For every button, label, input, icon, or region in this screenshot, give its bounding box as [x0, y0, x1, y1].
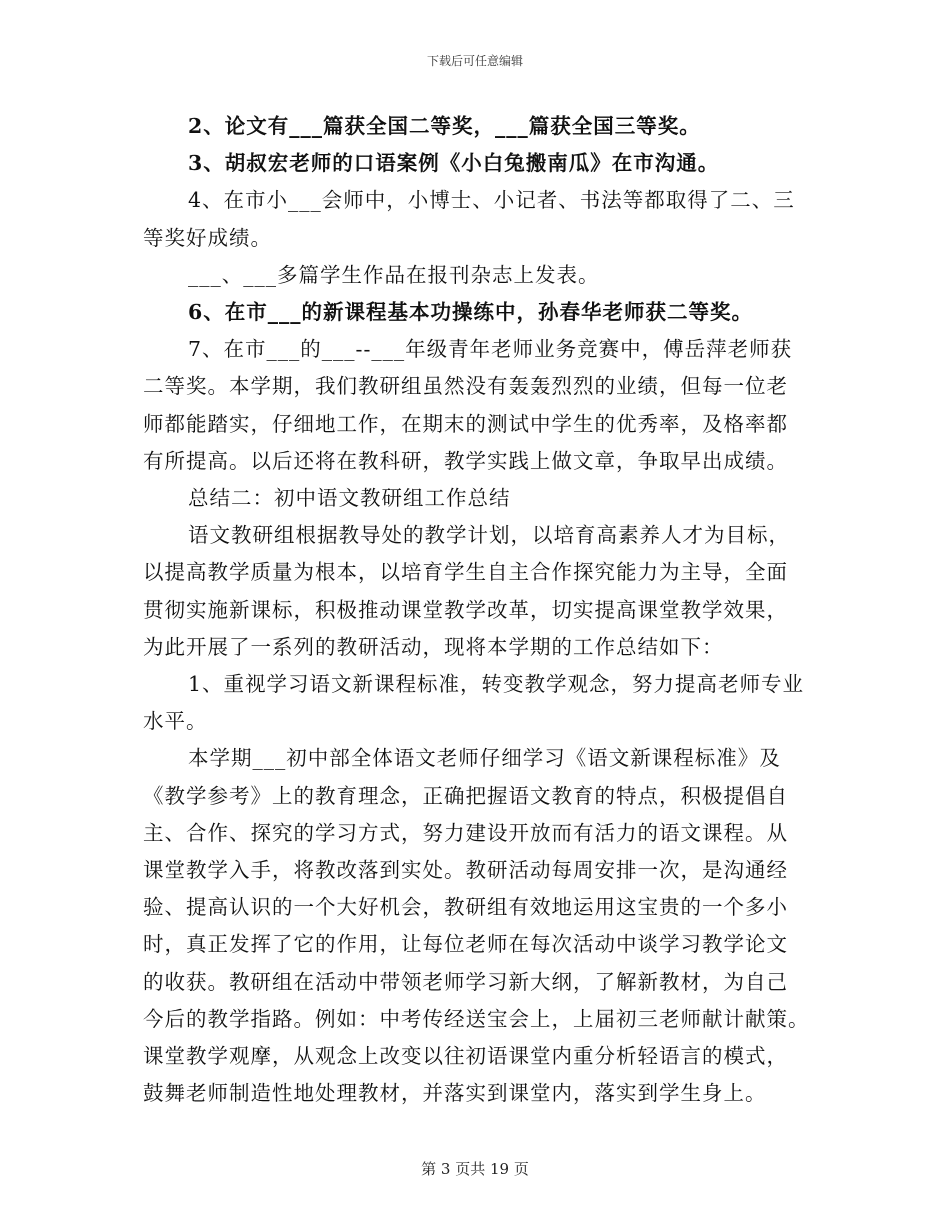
text-line: ___、___多篇学生作品在报刊杂志上发表。 — [188, 262, 600, 287]
text-line: 6、在市___的新课程基本功操练中，孙春华老师获二等奖。 — [188, 300, 754, 325]
text-line: 师都能踏实，仔细地工作，在期末的测试中学生的优秀率，及格率都 — [143, 411, 788, 436]
paragraph-student-works — [143, 257, 808, 294]
text-line: 等奖好成绩。 — [143, 225, 272, 250]
text-line: 主、合作、探究的学习方式，努力建设开放而有活力的语文课程。从 — [143, 820, 788, 845]
page-header: 下载后可任意编辑 — [426, 54, 523, 68]
text-line: 7、在市___的___--___年级青年老师业务竞赛中，傅岳萍老师获 — [188, 337, 793, 362]
text-line: 的收获。教研组在活动中带领老师学习新大纲，了解新教材，为自己 — [143, 969, 788, 994]
text-line: 以提高教学质量为根本，以培育学生自主合作探究能力为主导，全面 — [143, 560, 788, 585]
paragraph-young-teacher-contest — [143, 331, 808, 480]
paragraph-oral-case — [143, 145, 808, 182]
paragraph-point-one — [143, 666, 808, 740]
text-line: 本学期___初中部全体语文老师仔细学习《语文新课程标准》及 — [188, 746, 781, 771]
paragraph-basic-skills — [143, 294, 808, 331]
text-line: 有所提高。以后还将在教科研，教学实践上做文章，争取早出成绩。 — [143, 448, 788, 473]
document-body — [143, 108, 808, 1112]
text-line: 3、胡叔宏老师的口语案例《小白兔搬南瓜》在市沟通。 — [188, 151, 720, 176]
text-line: 语文教研组根据教导处的教学计划，以培育高素养人才为目标， — [188, 523, 790, 548]
text-line: 总结二：初中语文教研组工作总结 — [188, 486, 511, 511]
text-line: 4、在市小___会师中，小博士、小记者、书法等都取得了二、三 — [188, 188, 795, 213]
text-line: 水平。 — [143, 709, 208, 734]
text-line: 课堂教学入手，将教改落到实处。教研活动每周安排一次，是沟通经 — [143, 858, 788, 883]
paragraph-semester-study — [143, 740, 808, 1112]
page-footer: 第 3 页共 19 页 — [421, 1160, 529, 1178]
text-line: 时，真正发挥了它的作用，让每位老师在每次活动中谈学习教学论文 — [143, 932, 788, 957]
section-heading-summary-two — [143, 480, 808, 517]
text-line: 验、提高认识的一个大好机会，教研组有效地运用这宝贵的一个多小 — [143, 895, 788, 920]
text-line: 二等奖。本学期，我们教研组虽然没有轰轰烈烈的业绩，但每一位老 — [143, 374, 788, 399]
text-line: 《教学参考》上的教育理念，正确把握语文教育的特点，积极提倡自 — [143, 783, 788, 808]
text-line: 今后的教学指路。例如：中考传经送宝会上，上届初三老师献计献策。 — [143, 1006, 810, 1031]
text-line: 为此开展了一系列的教研活动，现将本学期的工作总结如下： — [143, 634, 724, 659]
paragraph-intro — [143, 517, 808, 666]
text-line: 贯彻实施新课标，积极推动课堂教学改革，切实提高课堂教学效果， — [143, 597, 788, 622]
text-line: 1、重视学习语文新课程标准，转变教学观念，努力提高老师专业 — [188, 672, 805, 697]
paragraph-city-meet — [143, 182, 808, 256]
text-line: 课堂教学观摩，从观念上改变以往初语课堂内重分析轻语言的模式， — [143, 1044, 788, 1069]
text-line: 2、论文有___篇获全国二等奖，___篇获全国三等奖。 — [188, 114, 701, 138]
paragraph-award-papers — [143, 108, 808, 145]
text-line: 鼓舞老师制造性地处理教材，并落实到课堂内，落实到学生身上。 — [143, 1081, 767, 1106]
